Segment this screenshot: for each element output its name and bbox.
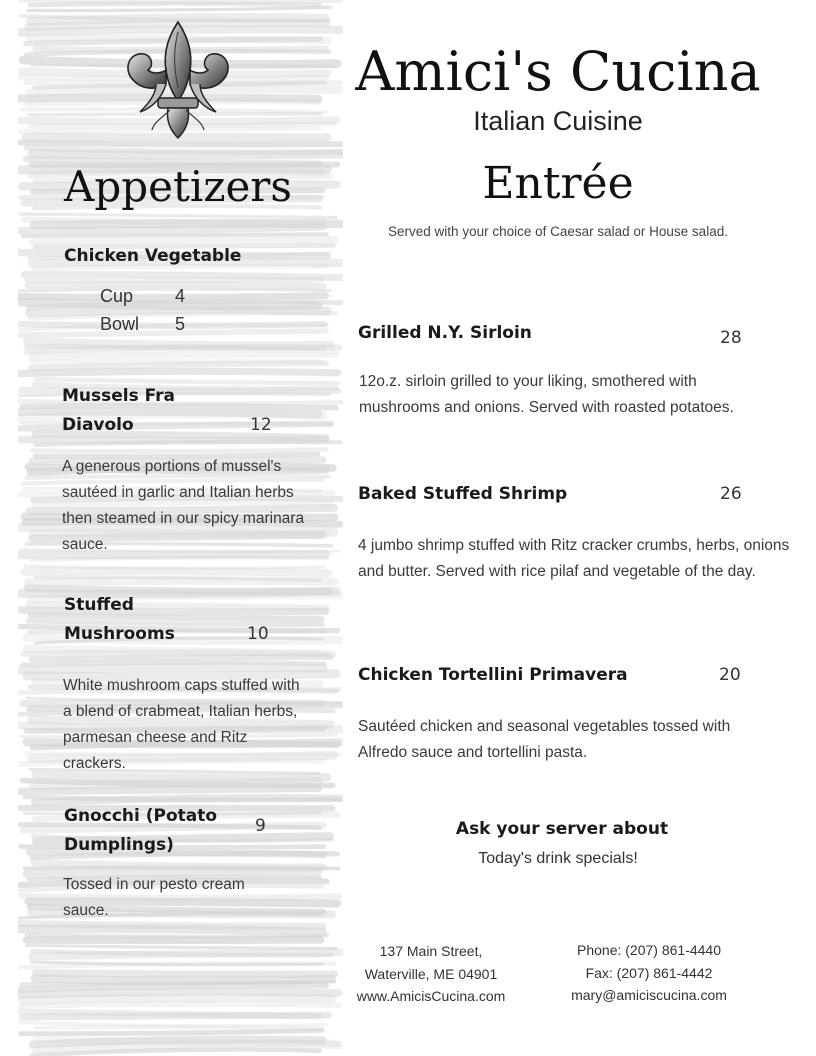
entree-subtitle: Served with your choice of Caesar salad or House salad. [388, 224, 728, 239]
footer-contact [552, 939, 746, 1007]
appetizer-name-line1: Stuffed [64, 595, 134, 615]
restaurant-name: Amici's Cucina [355, 40, 761, 103]
appetizer-description: Tossed in our pesto cream sauce. [63, 876, 245, 919]
entree-name: Grilled N.Y. Sirloin [358, 323, 532, 343]
brush-stroke [32, 952, 341, 956]
appetizer-name [64, 802, 217, 860]
appetizer-description: White mushroom caps stuffed with a blend of crabmeat, Italian herbs, parmesan cheese and Ritz crackers. [63, 677, 300, 772]
brush-stroke [24, 571, 328, 573]
address-street: 137 Main Street, [379, 943, 483, 959]
entree-description: 4 jumbo shrimp stuffed with Ritz cracker crumbs, herbs, onions and butter. Served with rice pilaf and vegetable of the day. [358, 537, 790, 580]
appetizer-name-line1: Gnocchi (Potato [64, 806, 218, 826]
brush-stroke [19, 667, 324, 670]
phone-number[interactable]: Phone: (207) 861-4440 [577, 942, 721, 958]
entree-price: 20 [719, 665, 741, 685]
appetizer-price: 9 [255, 816, 266, 836]
brush-stroke [18, 371, 337, 373]
brush-stroke [21, 1030, 323, 1033]
brush-stroke [23, 234, 327, 236]
brush-stroke [28, 581, 334, 583]
fleur-de-lis-icon [122, 18, 234, 142]
entree-name: Baked Stuffed Shrimp [358, 484, 568, 504]
soup-size-bowl-label: Bowl [100, 314, 140, 334]
fax-number: Fax: (207) 861-4442 [585, 964, 713, 981]
brush-stroke [32, 154, 341, 156]
brush-stroke [32, 657, 331, 660]
website-link[interactable]: www.AmicisCucina.com [356, 988, 506, 1004]
brush-stroke [19, 963, 334, 967]
entree-description: Sautéed chicken and seasonal vegetables tossed with Alfredo sauce and tortellini pasta. [358, 718, 731, 761]
specials-drink-note: Today's drink specials! [478, 850, 638, 867]
email-link[interactable]: mary@amiciscucina.com [571, 987, 727, 1003]
entree-heading: Entrée [482, 158, 634, 209]
brush-stroke [23, 998, 333, 1000]
brush-stroke [35, 1027, 322, 1028]
brush-stroke [20, 788, 319, 791]
address-city: Waterville, ME 04901 [364, 965, 498, 982]
brush-stroke [21, 1004, 340, 1006]
appetizer-name [64, 591, 175, 649]
appetizer-name-line2: Diavolo [62, 415, 134, 435]
brush-stroke [20, 214, 336, 218]
brush-stroke [27, 940, 321, 941]
brush-stroke [20, 331, 326, 335]
appetizers-heading: Appetizers [64, 162, 292, 211]
soup-size-cup-label: Cup [100, 286, 134, 306]
brush-stroke [27, 946, 336, 949]
appetizer-price: 10 [247, 624, 269, 644]
footer-address [340, 940, 522, 1008]
appetizer-price: 12 [250, 415, 272, 435]
brush-stroke [35, 442, 340, 445]
brush-stroke [30, 4, 320, 5]
brush-stroke [32, 239, 336, 241]
appetizer-name-line2: Mushrooms [64, 624, 175, 644]
soup-size-bowl-price: 5 [175, 314, 186, 334]
appetizer-name [62, 382, 175, 440]
brush-stroke [20, 929, 322, 932]
soup-size-cup-price: 4 [175, 286, 186, 306]
appetizer-description: A generous portions of mussel's sautéed in garlic and Italian herbs then steamed in our spicy marinara sauce. [62, 458, 305, 553]
entree-name: Chicken Tortellini Primavera [358, 665, 628, 685]
specials-prompt: Ask your server about [455, 819, 669, 839]
brush-stroke [22, 1015, 328, 1017]
brush-stroke [20, 227, 324, 231]
brush-stroke [32, 449, 326, 451]
entree-price: 26 [720, 484, 742, 504]
brush-stroke [31, 363, 326, 368]
brush-stroke [28, 7, 330, 10]
brush-stroke [32, 354, 335, 357]
brush-stroke [19, 0, 340, 1]
entree-price: 28 [720, 328, 742, 348]
entree-description: 12o.z. sirloin grilled to your liking, smothered with mushrooms and onions. Served with roasted potatoes. [359, 373, 734, 416]
appetizer-name-line1: Mussels Fra [62, 386, 176, 406]
soup-name: Chicken Vegetable [64, 246, 242, 266]
brush-stroke [36, 973, 335, 974]
restaurant-tagline: Italian Cuisine [473, 106, 643, 136]
appetizer-name-line2: Dumplings) [64, 835, 174, 855]
brush-stroke [24, 274, 342, 277]
brush-stroke [20, 296, 326, 298]
brush-stroke [20, 143, 340, 145]
